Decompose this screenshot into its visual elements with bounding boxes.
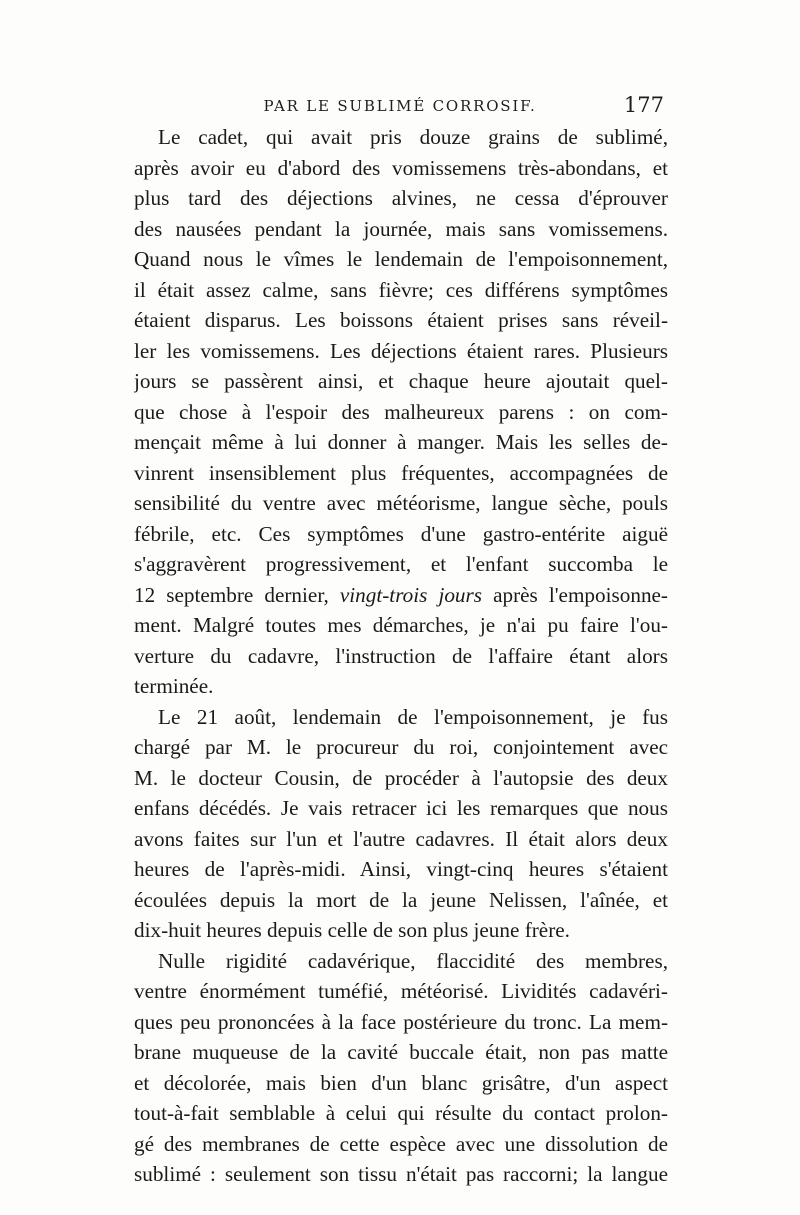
text-line: Le 21 août, lendemain de l'empoisonnement, je fus [158, 704, 668, 729]
text-line: sublimé : seulement son tissu n'était pas raccorni; la langue [134, 1162, 668, 1186]
text-line: terminée. [134, 674, 214, 698]
text-line: sensibilité du ventre avec météorisme, langue sèche, pouls [134, 491, 668, 515]
text-line-with-italic [134, 580, 668, 611]
text-line: M. le docteur Cousin, de procéder à l'autopsie des deux [134, 765, 668, 790]
text-line: tout-à-fait semblable à celui qui résulte du contact prolon- [134, 1101, 668, 1125]
text-line: ventre énormément tuméfié, météorisé. Lividités cadavéri- [134, 979, 668, 1003]
line-segment: après l'empoisonne- [482, 582, 668, 607]
running-title: PAR LE SUBLIMÉ CORROSIF. [263, 97, 537, 115]
text-line: Le cadet, qui avait pris douze grains de sublimé, [158, 125, 668, 149]
text-line: il était assez calme, sans fièvre; ces différens symptômes [134, 277, 668, 302]
text-line: dix-huit heures depuis celle de son plus jeune frère. [134, 918, 570, 942]
text-line: que chose à l'espoir des malheureux parens : on com- [134, 399, 668, 424]
body-text [134, 122, 668, 1190]
text-line: verture du cadavre, l'instruction de l'affaire étant alors [134, 643, 668, 668]
running-head [136, 93, 664, 123]
text-line: s'aggravèrent progressivement, et l'enfant succomba le [134, 552, 668, 576]
text-line: Nulle rigidité cadavérique, flaccidité des membres, [158, 948, 668, 973]
text-line: mençait même à lui donner à manger. Mais les selles de- [134, 430, 668, 454]
text-line: après avoir eu d'abord des vomissemens très-abondans, et [134, 155, 668, 180]
text-line: brane muqueuse de la cavité buccale était, non pas matte [134, 1040, 668, 1064]
text-line: heures de l'après-midi. Ainsi, vingt-cinq heures s'étaient [134, 857, 668, 881]
text-line: ques peu prononcées à la face postérieure du tronc. La mem- [134, 1009, 668, 1034]
text-line: et décolorée, mais bien d'un blanc grisâtre, d'un aspect [134, 1070, 668, 1095]
text-line: ment. Malgré toutes mes démarches, je n'ai pu faire l'ou- [134, 613, 668, 637]
text-line: des nausées pendant la journée, mais sans vomissemens. [134, 216, 668, 241]
text-line: plus tard des déjections alvines, ne cessa d'éprouver [134, 186, 668, 210]
text-line: vinrent insensiblement plus fréquentes, accompagnées de [134, 460, 668, 485]
text-line: chargé par M. le procureur du roi, conjointement avec [134, 735, 668, 759]
page-number: 177 [623, 93, 664, 117]
text-line: gé des membranes de cette espèce avec une dissolution de [134, 1131, 668, 1156]
text-line: fébrile, etc. Ces symptômes d'une gastro-entérite aiguë [134, 521, 668, 546]
text-line: ler les vomissemens. Les déjections étaient rares. Plusieurs [134, 338, 668, 363]
text-line: écoulées depuis la mort de la jeune Nelissen, l'aînée, et [134, 887, 668, 912]
italic-phrase: vingt-trois jours [339, 582, 483, 607]
text-line: enfans décédés. Je vais retracer ici les remarques que nous [134, 796, 668, 820]
line-segment: 12 septembre dernier, [134, 582, 340, 607]
text-line: étaient disparus. Les boissons étaient prises sans réveil- [134, 308, 668, 332]
text-line: avons faites sur l'un et l'autre cadavres. Il était alors deux [134, 826, 668, 851]
text-line: jours se passèrent ainsi, et chaque heure ajoutait quel- [134, 369, 668, 393]
text-line: Quand nous le vîmes le lendemain de l'empoisonnement, [134, 247, 668, 271]
